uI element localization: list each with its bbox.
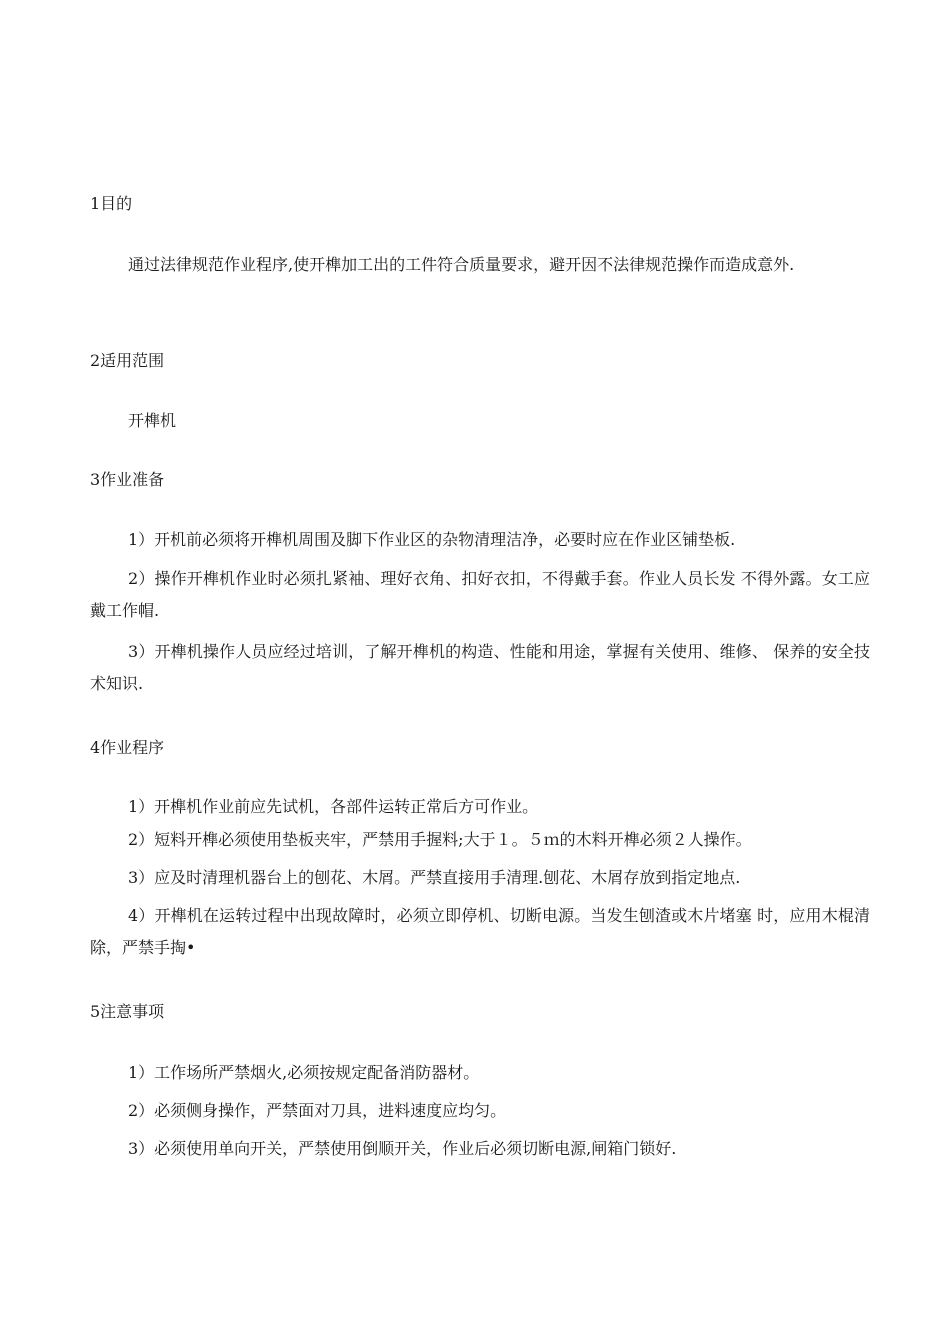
paragraph-preparation-3: 3）开榫机操作人员应经过培训，了解开榫机的构造、性能和用途，掌握有关使用、维修、 保养的安全技术知识. [90, 642, 870, 693]
section-heading-preparation: 3作业准备 [90, 470, 165, 489]
paragraph-procedure-2: 2）短料开榫必须使用垫板夹牢，严禁用手握料;大于１。５ｍ的木料开榫必须２人操作。 [128, 830, 752, 849]
paragraph-preparation-1: 1）开机前必须将开榫机周围及脚下作业区的杂物清理洁净，必要时应在作业区铺垫板. [128, 530, 736, 549]
section-heading-purpose: 1目的 [90, 194, 133, 213]
paragraph-procedure-3: 3）应及时清理机器台上的刨花、木屑。严禁直接用手清理.刨花、木屑存放到指定地点. [128, 868, 741, 887]
section-heading-notes: 5注意事项 [90, 1002, 165, 1021]
section-heading-procedure: 4作业程序 [90, 738, 165, 757]
paragraph-scope: 开榫机 [128, 411, 177, 430]
paragraph-preparation-2: 2）操作开榫机作业时必须扎紧袖、理好衣角、扣好衣扣，不得戴手套。作业人员长发 不得外露。女工应戴工作帽. [90, 569, 870, 620]
paragraph-notes-1: 1）工作场所严禁烟火,必须按规定配备消防器材。 [128, 1063, 480, 1082]
section-heading-scope: 2适用范围 [90, 351, 165, 370]
paragraph-procedure-1: 1）开榫机作业前应先试机，各部件运转正常后方可作业。 [128, 797, 539, 816]
paragraph-notes-3: 3）必须使用单向开关，严禁使用倒顺开关，作业后必须切断电源,闸箱门锁好. [128, 1139, 677, 1158]
paragraph-notes-2: 2）必须侧身操作，严禁面对刀具，进料速度应均匀。 [128, 1101, 507, 1120]
paragraph-procedure-4: 4）开榫机在运转过程中出现故障时，必须立即停机、切断电源。当发生刨渣或木片堵塞 时，应用木棍清除，严禁手掏• [90, 906, 870, 957]
paragraph-purpose: 通过法律规范作业程序,使开榫加工出的工件符合质量要求，避开因不法律规范操作而造成意外. [128, 255, 795, 274]
